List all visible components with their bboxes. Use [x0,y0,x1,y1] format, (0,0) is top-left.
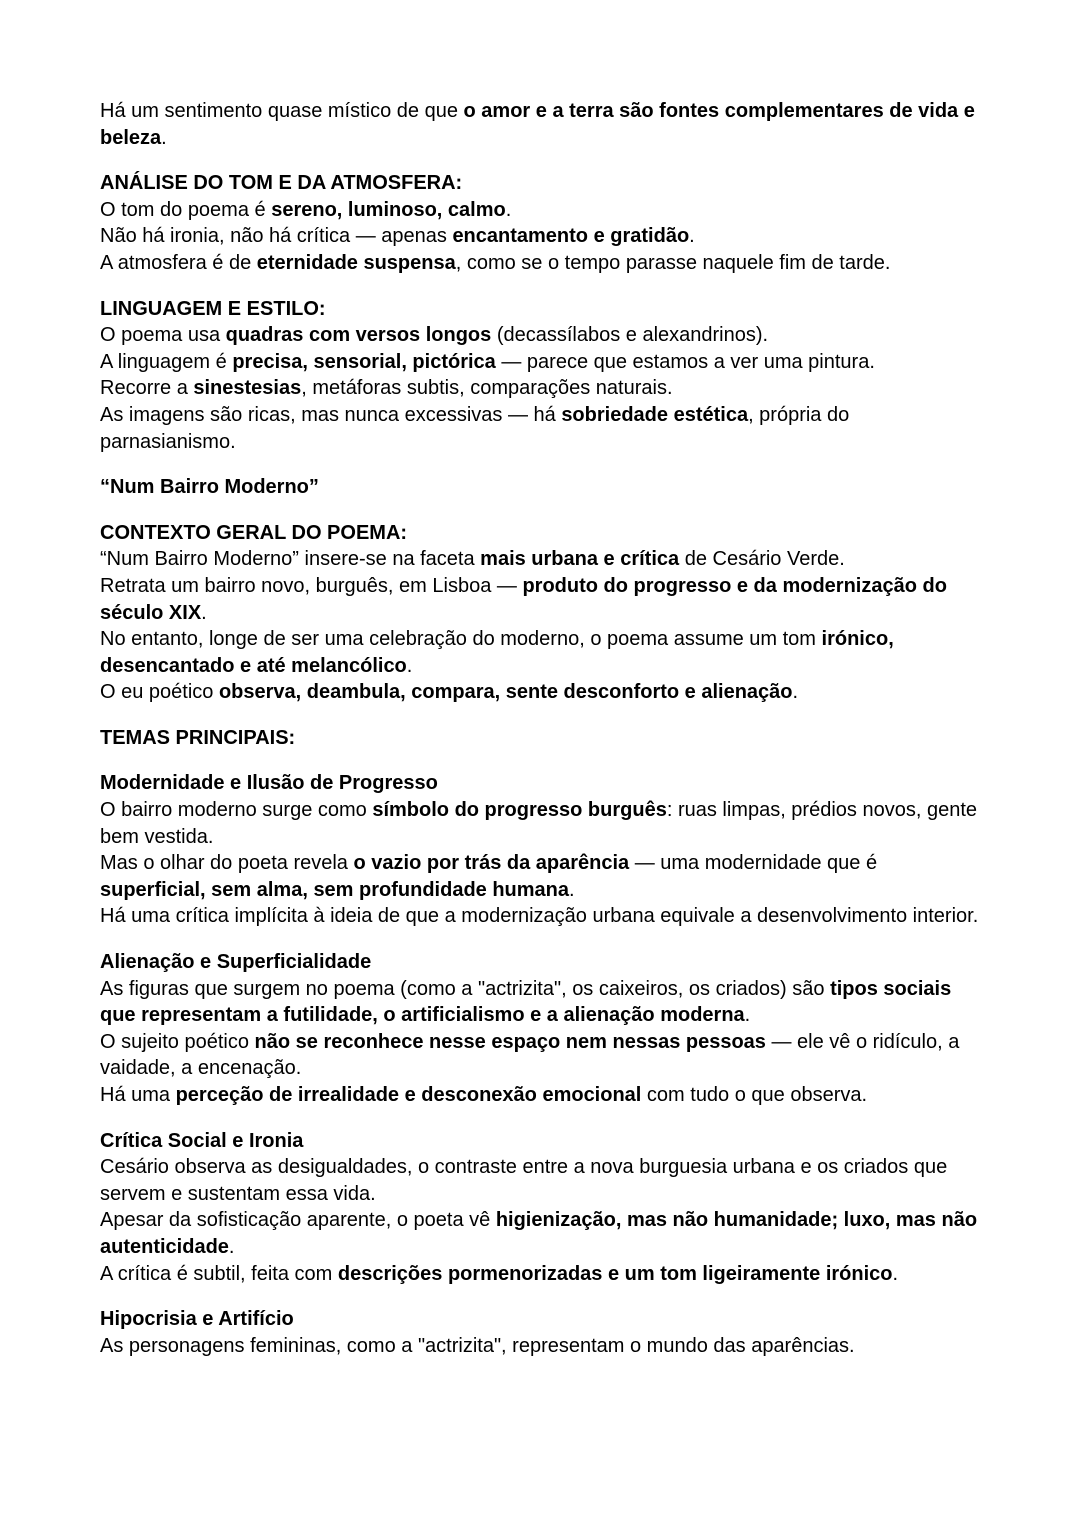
bold-text-run: higienização, mas não humanidade; luxo, mas não autenticidade [100,1209,978,1258]
text-run: Recorre a [100,377,194,400]
bold-text-run: encantamento e gratidão [452,225,690,248]
text-run: com tudo o que observa. [641,1084,868,1106]
paragraph [100,375,982,402]
text-run: . [201,601,207,624]
paragraph [100,1154,982,1207]
text-run: . [744,1004,751,1027]
paragraph [100,546,982,573]
text-run: A atmosfera é de [100,251,257,274]
text-run: Há uma crítica implícita à ideia de que a modernização urbana equivale a desenvolvimento interior. [100,905,979,928]
sub-heading [100,1128,982,1155]
bold-text-run: irónico, desencantado e até melancólico [100,628,894,677]
bold-text-run: precisa, sensorial, pictórica [232,350,496,373]
section-heading [100,296,982,323]
bold-text-run: mais urbana e crítica [480,548,680,571]
text-run: , como se o tempo parasse naquele fim de tarde. [455,251,891,274]
text-run: . [505,198,512,221]
text-run: . [792,681,799,704]
paragraph [100,850,982,903]
text-run: Há uma [100,1084,176,1106]
text-run: Retrata um bairro novo, burguês, em Lisboa — [100,574,523,597]
paragraph [100,349,982,376]
text-run: — uma modernidade que é [629,852,878,875]
bold-text-run: quadras com versos longos [225,324,492,347]
text-run: Mas o olhar do poeta revela [100,852,354,875]
text-run: A linguagem é [100,350,233,373]
text-run: O eu poético [100,681,219,704]
bold-text-run: “Num Bairro Moderno” [100,476,319,499]
paragraph [100,1261,982,1288]
bold-text-run: Hipocrisia e Artifício [100,1308,294,1331]
bold-text-run: símbolo do progresso burguês [372,799,667,822]
text-run: . [689,225,695,248]
section-heading [100,520,982,547]
paragraph [100,976,982,1029]
text-run: Não há ironia, não há crítica — apenas [100,225,453,248]
paragraph [100,1029,982,1082]
bold-text-run: observa, deambula, compara, sente desconforto e alienação [218,681,793,704]
text-run: Cesário observa as desigualdades, o contraste entre a nova burguesia urbana e os criados que servem e sustentam essa vida. [100,1156,948,1205]
bold-text-run: Modernidade e Ilusão de Progresso [100,772,438,795]
paragraph [100,626,982,679]
text-run: . [569,878,575,901]
text-run: Apesar da sofisticação aparente, o poeta vê [100,1209,496,1232]
bold-text-run: sereno, luminoso, calmo [271,198,506,221]
text-run: : ruas limpas, prédios novos, gente bem vestida. [100,799,977,848]
text-run: . [892,1262,899,1285]
text-run: . [228,1235,235,1258]
text-run: O poema usa [100,324,226,347]
bold-text-run: perceção de irrealidade e desconexão emocional [175,1084,642,1106]
section-heading [100,170,982,197]
bold-text-run: sobriedade estética [561,403,749,426]
bold-text-run: LINGUAGEM E ESTILO: [100,297,326,320]
bold-text-run: o vazio por trás da aparência [353,852,630,875]
bold-text-run: sinestesias [193,377,302,400]
paragraph [100,797,982,850]
text-run: As figuras que surgem no poema (como a "actrizita", os caixeiros, os criados) são [100,977,831,1000]
bold-text-run: descrições pormenorizadas e um tom ligeiramente irónico [337,1262,893,1285]
bold-text-run: produto do progresso e da modernização do século XIX [100,574,947,624]
sub-heading [100,949,982,976]
text-run: . [406,654,413,677]
text-run: — ele vê o ridículo, a vaidade, a encenação. [100,1030,960,1080]
paragraph [100,402,982,455]
text-run: , própria do parnasianismo. [100,403,850,453]
text-run: de Cesário Verde. [679,548,845,571]
paragraph [100,1333,982,1360]
paragraph [100,679,982,706]
sub-heading [100,1306,982,1333]
paragraph [100,903,982,930]
paragraph [100,1082,982,1109]
paragraph [100,98,982,151]
bold-text-run: não se reconhece nesse espaço nem nessas pessoas [254,1030,766,1053]
bold-text-run: eternidade suspensa [256,251,456,274]
sub-heading [100,474,982,501]
paragraph [100,250,982,277]
sub-heading [100,770,982,797]
text-run: . [161,126,167,149]
text-run: Há um sentimento quase místico de que [100,100,464,122]
bold-text-run: tipos sociais que representam a futilidade, o artificialismo e a alienação moderna [100,977,952,1027]
text-run: As personagens femininas, como a "actrizita", representam o mundo das aparências. [100,1334,855,1357]
bold-text-run: superficial, sem alma, sem profundidade humana [100,878,570,901]
paragraph [100,322,982,349]
text-run: “Num Bairro Moderno” insere-se na faceta [100,548,481,571]
bold-text-run: CONTEXTO GERAL DO POEMA: [100,521,408,544]
text-run: O sujeito poético [100,1030,255,1053]
text-run: — parece que estamos a ver uma pintura. [495,350,875,373]
text-run: As imagens são ricas, mas nunca excessivas — há [100,403,562,426]
bold-text-run: ANÁLISE DO TOM E DA ATMOSFERA: [100,172,463,195]
bold-text-run: TEMAS PRINCIPAIS: [100,726,296,749]
section-heading [100,725,982,752]
text-run: , metáforas subtis, comparações naturais. [301,377,673,400]
paragraph [100,197,982,224]
paragraph [100,1207,982,1260]
bold-text-run: Crítica Social e Ironia [100,1129,304,1152]
text-run: No entanto, longe de ser uma celebração do moderno, o poema assume um tom [100,628,822,651]
bold-text-run: o amor e a terra são fontes complementares de vida e beleza [100,100,975,149]
bold-text-run: Alienação e Superficialidade [100,951,372,974]
text-run: O bairro moderno surge como [100,799,373,822]
text-run: (decassílabos e alexandrinos). [491,324,769,347]
paragraph [100,573,982,626]
text-run: A crítica é subtil, feita com [100,1262,338,1285]
text-run: O tom do poema é [100,198,272,221]
paragraph [100,223,982,250]
